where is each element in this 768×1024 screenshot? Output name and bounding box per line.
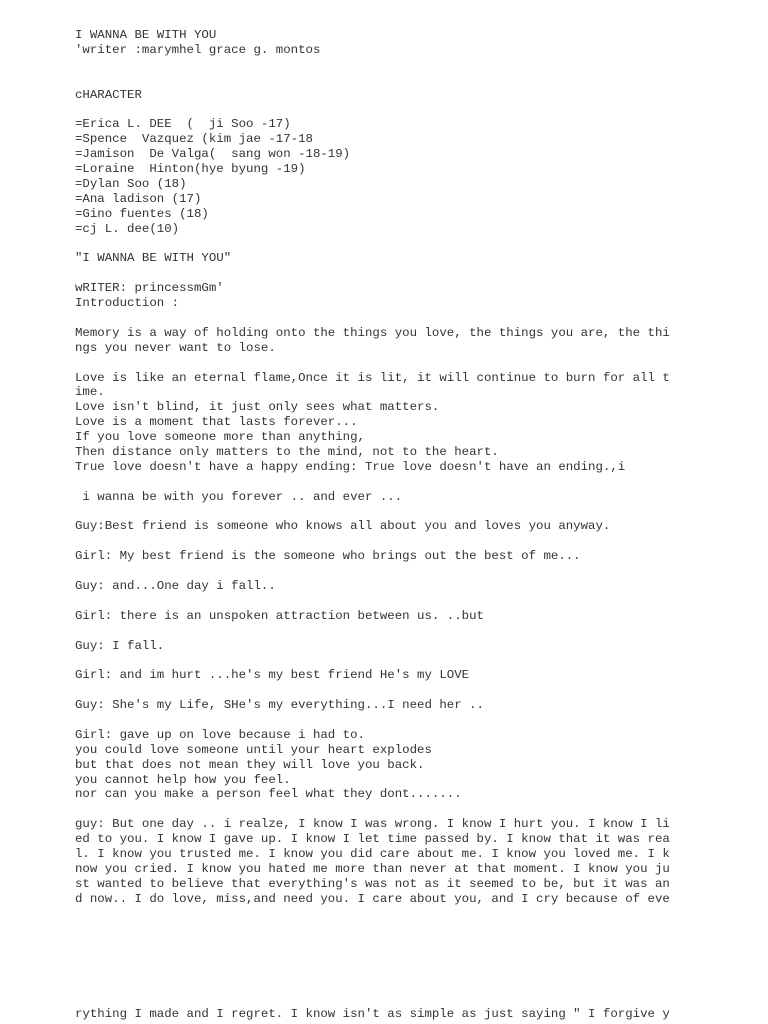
paragraph-line: Memory is a way of holding onto the things you love, the things you are, the thi xyxy=(75,325,670,340)
dialogue-line: Guy:Best friend is someone who knows all about you and loves you anyway. xyxy=(75,519,611,534)
character-item: =Dylan Soo (18) xyxy=(75,176,187,191)
document-page xyxy=(75,28,695,907)
paragraph-line: Love is like an eternal flame,Once it is lit, it will continue to burn for all t xyxy=(75,370,670,385)
guy-realize-paragraph xyxy=(75,817,695,906)
character-list xyxy=(75,117,695,236)
forever-line: i wanna be with you forever .. and ever ... xyxy=(75,489,403,504)
spacer xyxy=(75,624,695,639)
continuation-line: rything I made and I regret. I know isn't as simple as just saying " I forgive y xyxy=(75,1007,670,1021)
paragraph-line: you could love someone until your heart explodes xyxy=(75,742,432,757)
spacer xyxy=(75,713,695,728)
spacer xyxy=(75,236,695,251)
paragraph-line: nor can you make a person feel what they dont....... xyxy=(75,787,462,802)
paragraph-line: guy: But one day .. i realze, I know I was wrong. I know I hurt you. I know I li xyxy=(75,817,670,832)
character-item: =Ana ladison (17) xyxy=(75,191,202,206)
story-title: I WANNA BE WITH YOU xyxy=(75,28,217,42)
paragraph-line: d now.. I do love, miss,and need you. I care about you, and I cry because of eve xyxy=(75,891,670,906)
paragraph-line: now you cried. I know you hated me more than never at that moment. I know you ju xyxy=(75,861,670,876)
love-paragraph xyxy=(75,371,695,475)
spacer xyxy=(75,356,695,371)
paragraph-line: ed to you. I know I gave up. I know I let time passed by. I know that it was rea xyxy=(75,832,670,847)
paragraph-line: st wanted to believe that everything's was not as it seemed to be, but it was an xyxy=(75,876,670,891)
intro-label: Introduction : xyxy=(75,296,180,311)
title-quote: "I WANNA BE WITH YOU" xyxy=(75,251,232,266)
paragraph-line: you cannot help how you feel. xyxy=(75,772,291,787)
character-item: =cj L. dee(10) xyxy=(75,221,180,236)
character-item: =Jamison De Valga( sang won -18-19) xyxy=(75,147,351,162)
paragraph-line: If you love someone more than anything, xyxy=(75,430,365,445)
spacer xyxy=(75,594,695,609)
paragraph-line: but that does not mean they will love you back. xyxy=(75,757,425,772)
spacer xyxy=(75,475,695,490)
paragraph-line: ngs you never want to lose. xyxy=(75,340,276,355)
spacer xyxy=(75,564,695,579)
dialogue-line: Guy: I fall. xyxy=(75,638,165,653)
characters-heading: cHARACTER xyxy=(75,87,142,102)
dialogue-line: Guy: and...One day i fall.. xyxy=(75,578,276,593)
spacer xyxy=(75,58,695,88)
character-item: =Spence Vazquez (kim jae -17-18 xyxy=(75,132,313,147)
character-item: =Loraine Hinton(hye byung -19) xyxy=(75,162,306,177)
paragraph-line: Love is a moment that lasts forever... xyxy=(75,415,358,430)
character-item: =Erica L. DEE ( ji Soo -17) xyxy=(75,117,291,132)
paragraph-line: l. I know you trusted me. I know you did care about me. I know you loved me. I k xyxy=(75,847,670,861)
dialogue-line: Girl: My best friend is the someone who brings out the best of me... xyxy=(75,549,581,564)
intro-writer: wRITER: princessmGm' xyxy=(75,281,224,296)
paragraph-line: Then distance only matters to the mind, not to the heart. xyxy=(75,444,499,459)
writer-credit: 'writer :marymhel grace g. montos xyxy=(75,42,321,57)
paragraph-line: True love doesn't have a happy ending: True love doesn't have an ending.,i xyxy=(75,459,626,474)
spacer xyxy=(75,311,695,326)
dialogue-line: Girl: there is an unspoken attraction between us. ..but xyxy=(75,608,484,623)
dialogue-line: Guy: She's my Life, SHe's my everything...I need her .. xyxy=(75,698,484,713)
paragraph-line: ime. xyxy=(75,385,105,400)
girl-gave-up-paragraph xyxy=(75,728,695,802)
spacer xyxy=(75,266,695,281)
spacer xyxy=(75,102,695,117)
dialogue-line: Girl: and im hurt ...he's my best friend He's my LOVE xyxy=(75,668,470,683)
spacer xyxy=(75,802,695,817)
spacer xyxy=(75,653,695,668)
spacer xyxy=(75,534,695,549)
memory-paragraph xyxy=(75,326,695,356)
character-item: =Gino fuentes (18) xyxy=(75,206,209,221)
paragraph-line: Love isn't blind, it just only sees what matters. xyxy=(75,400,440,415)
spacer xyxy=(75,505,695,520)
paragraph-line: Girl: gave up on love because i had to. xyxy=(75,727,365,742)
spacer xyxy=(75,683,695,698)
